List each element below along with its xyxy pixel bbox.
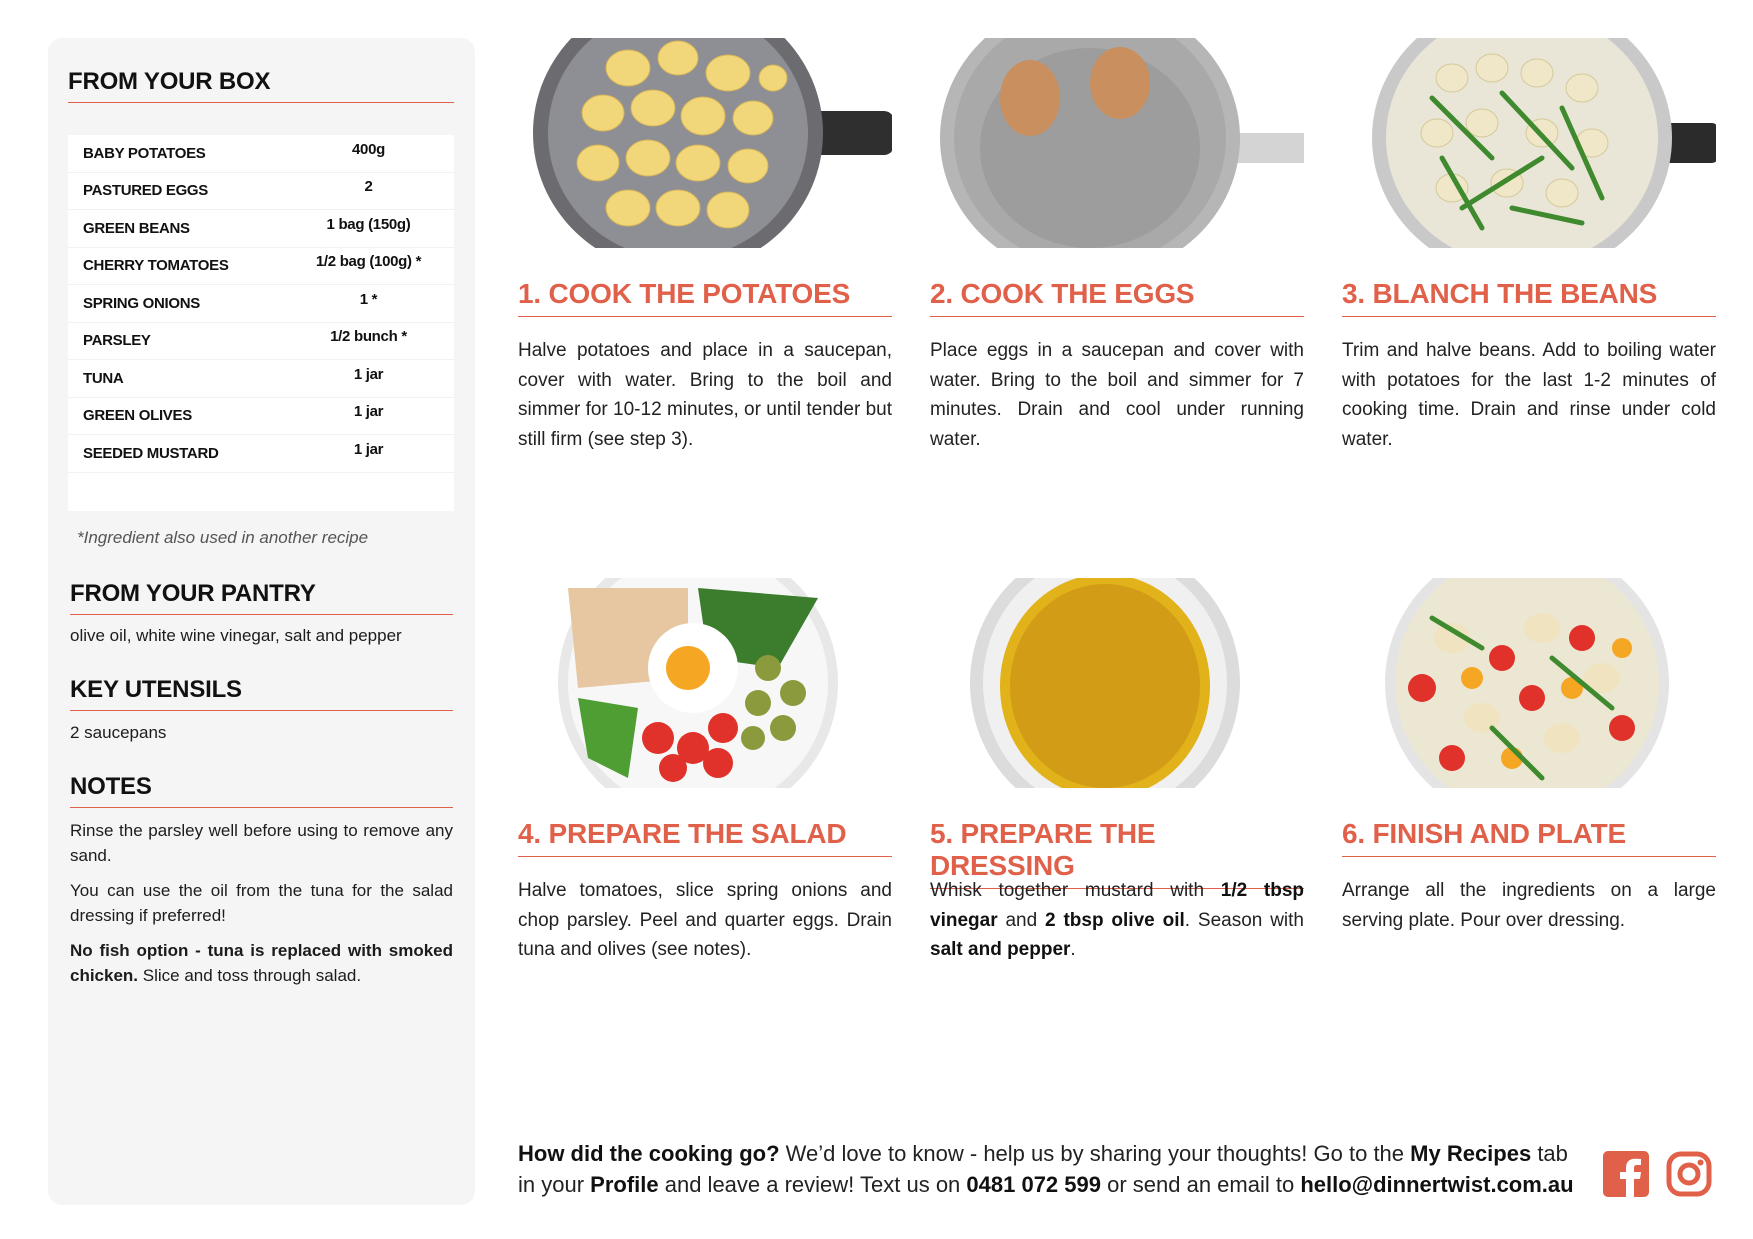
step-3-text: Trim and halve beans. Add to boiling water with potatoes for the last 1-2 minutes of cooking time. Drain and rinse under cold water.	[1342, 340, 1716, 450]
note-3-rest: Slice and toss through salad.	[138, 966, 362, 985]
from-your-pantry-heading: FROM YOUR PANTRY	[70, 580, 453, 615]
key-utensils-heading: KEY UTENSILS	[70, 676, 453, 711]
beans-colander-image	[1342, 38, 1716, 248]
sidebar	[48, 38, 475, 1205]
footnote: *Ingredient also used in another recipe	[77, 528, 369, 547]
table-row	[68, 360, 454, 398]
potatoes-pot-image	[518, 38, 892, 248]
step-1-title: 1. COOK THE POTATOES	[518, 278, 892, 317]
table-row	[68, 210, 454, 248]
ingredient-qty: 1/2 bag (100g) *	[315, 253, 422, 271]
note-3-bold: No fish option - tuna is replaced with smoked chicken.	[70, 941, 453, 985]
ingredient-name: TUNA	[83, 369, 124, 387]
ingredient-qty: 1 jar	[353, 403, 384, 421]
table-row	[68, 323, 454, 361]
feedback-text-1: We’d love to know - help us by sharing your thoughts! Go to the	[779, 1141, 1411, 1166]
pantry-text: olive oil, white wine vinegar, salt and pepper	[70, 626, 402, 645]
ingredient-qty: 2	[364, 178, 373, 196]
feedback-text-4: or send an email to	[1100, 1172, 1301, 1197]
step-4-title: 4. PREPARE THE SALAD	[518, 818, 892, 857]
ingredient-name: CHERRY TOMATOES	[83, 257, 229, 275]
ingredient-name: PASTURED EGGS	[83, 182, 209, 200]
ingredient-qty: 1 bag (150g)	[326, 215, 411, 233]
step-6-title: 6. FINISH AND PLATE	[1342, 818, 1716, 857]
table-row	[68, 248, 454, 286]
salad-ingredients-image	[518, 578, 892, 788]
ingredient-name: GREEN BEANS	[83, 219, 190, 237]
step-5-text-c: and	[997, 909, 1046, 931]
step-3-title: 3. BLANCH THE BEANS	[1342, 278, 1716, 317]
step-1-text: Halve potatoes and place in a saucepan, cover with water. Bring to the boil and simmer for 10-12 minutes, or until tender but still firm (see step 3).	[518, 340, 892, 450]
table-row-empty	[68, 473, 454, 511]
step-2-text: Place eggs in a saucepan and cover with water. Bring to the boil and simmer for 7 minutes. Drain and cool under running water.	[930, 340, 1304, 450]
note-3	[70, 938, 453, 988]
ingredient-name: SEEDED MUSTARD	[83, 444, 219, 462]
facebook-icon[interactable]	[1603, 1151, 1649, 1202]
from-your-box-heading: FROM YOUR BOX	[68, 68, 454, 103]
eggs-pot-image	[930, 38, 1304, 248]
phone-link[interactable]: 0481 072 599	[966, 1172, 1101, 1197]
feedback-text	[518, 1138, 1578, 1200]
finished-plate-image	[1342, 578, 1716, 788]
notes-body	[70, 818, 453, 998]
notes-heading: NOTES	[70, 773, 453, 808]
step-5-title: 5. PREPARE THE DRESSING	[930, 818, 1304, 889]
feedback-text-3: and leave a review! Text us on	[658, 1172, 967, 1197]
ingredient-qty: 1 jar	[353, 365, 384, 383]
ingredient-name: BABY POTATOES	[83, 144, 206, 162]
step-5-text-a: Whisk together mustard with	[930, 880, 1221, 901]
step-5-vinegar: 1/2 tbsp vinegar	[930, 880, 1304, 931]
ingredient-name: SPRING ONIONS	[83, 294, 200, 312]
instagram-icon[interactable]	[1666, 1151, 1712, 1202]
note-1: Rinse the parsley well before using to remove any sand.	[70, 821, 453, 865]
step-5-text	[930, 876, 1304, 965]
utensils-text: 2 saucepans	[70, 723, 167, 742]
step-4-text: Halve tomatoes, slice spring onions and chop parsley. Peel and quarter eggs. Drain tuna and olives (see notes).	[518, 880, 892, 960]
ingredient-qty: 1/2 bunch *	[330, 328, 407, 346]
ingredient-qty: 1 *	[359, 290, 378, 308]
my-recipes-label: My Recipes	[1410, 1141, 1532, 1166]
profile-label: Profile	[590, 1172, 659, 1197]
table-row	[68, 435, 454, 473]
ingredient-qty: 400g	[352, 140, 385, 158]
feedback-text-2: tab in your	[518, 1141, 1568, 1197]
step-6-text: Arrange all the ingredients on a large serving plate. Pour over dressing.	[1342, 880, 1716, 931]
ingredient-qty: 1 jar	[353, 440, 384, 458]
step-5-seasoning: salt and pepper	[930, 939, 1071, 960]
ingredient-name: PARSLEY	[83, 332, 151, 350]
dressing-bowl-image	[930, 578, 1304, 788]
ingredients-table	[68, 135, 454, 511]
step-5-text-e: . Season with	[1184, 909, 1304, 931]
feedback-question: How did the cooking go?	[518, 1141, 780, 1166]
table-row	[68, 135, 454, 173]
table-row	[68, 398, 454, 436]
step-5-oil: 2 tbsp olive oil	[1045, 909, 1185, 931]
table-row	[68, 285, 454, 323]
table-row	[68, 173, 454, 211]
ingredient-name: GREEN OLIVES	[83, 407, 192, 425]
step-2-title: 2. COOK THE EGGS	[930, 278, 1304, 317]
email-link[interactable]: hello@dinnertwist.com.au	[1300, 1172, 1574, 1197]
step-5-text-g: .	[1070, 939, 1076, 960]
note-2: You can use the oil from the tuna for the salad dressing if preferred!	[70, 881, 453, 925]
